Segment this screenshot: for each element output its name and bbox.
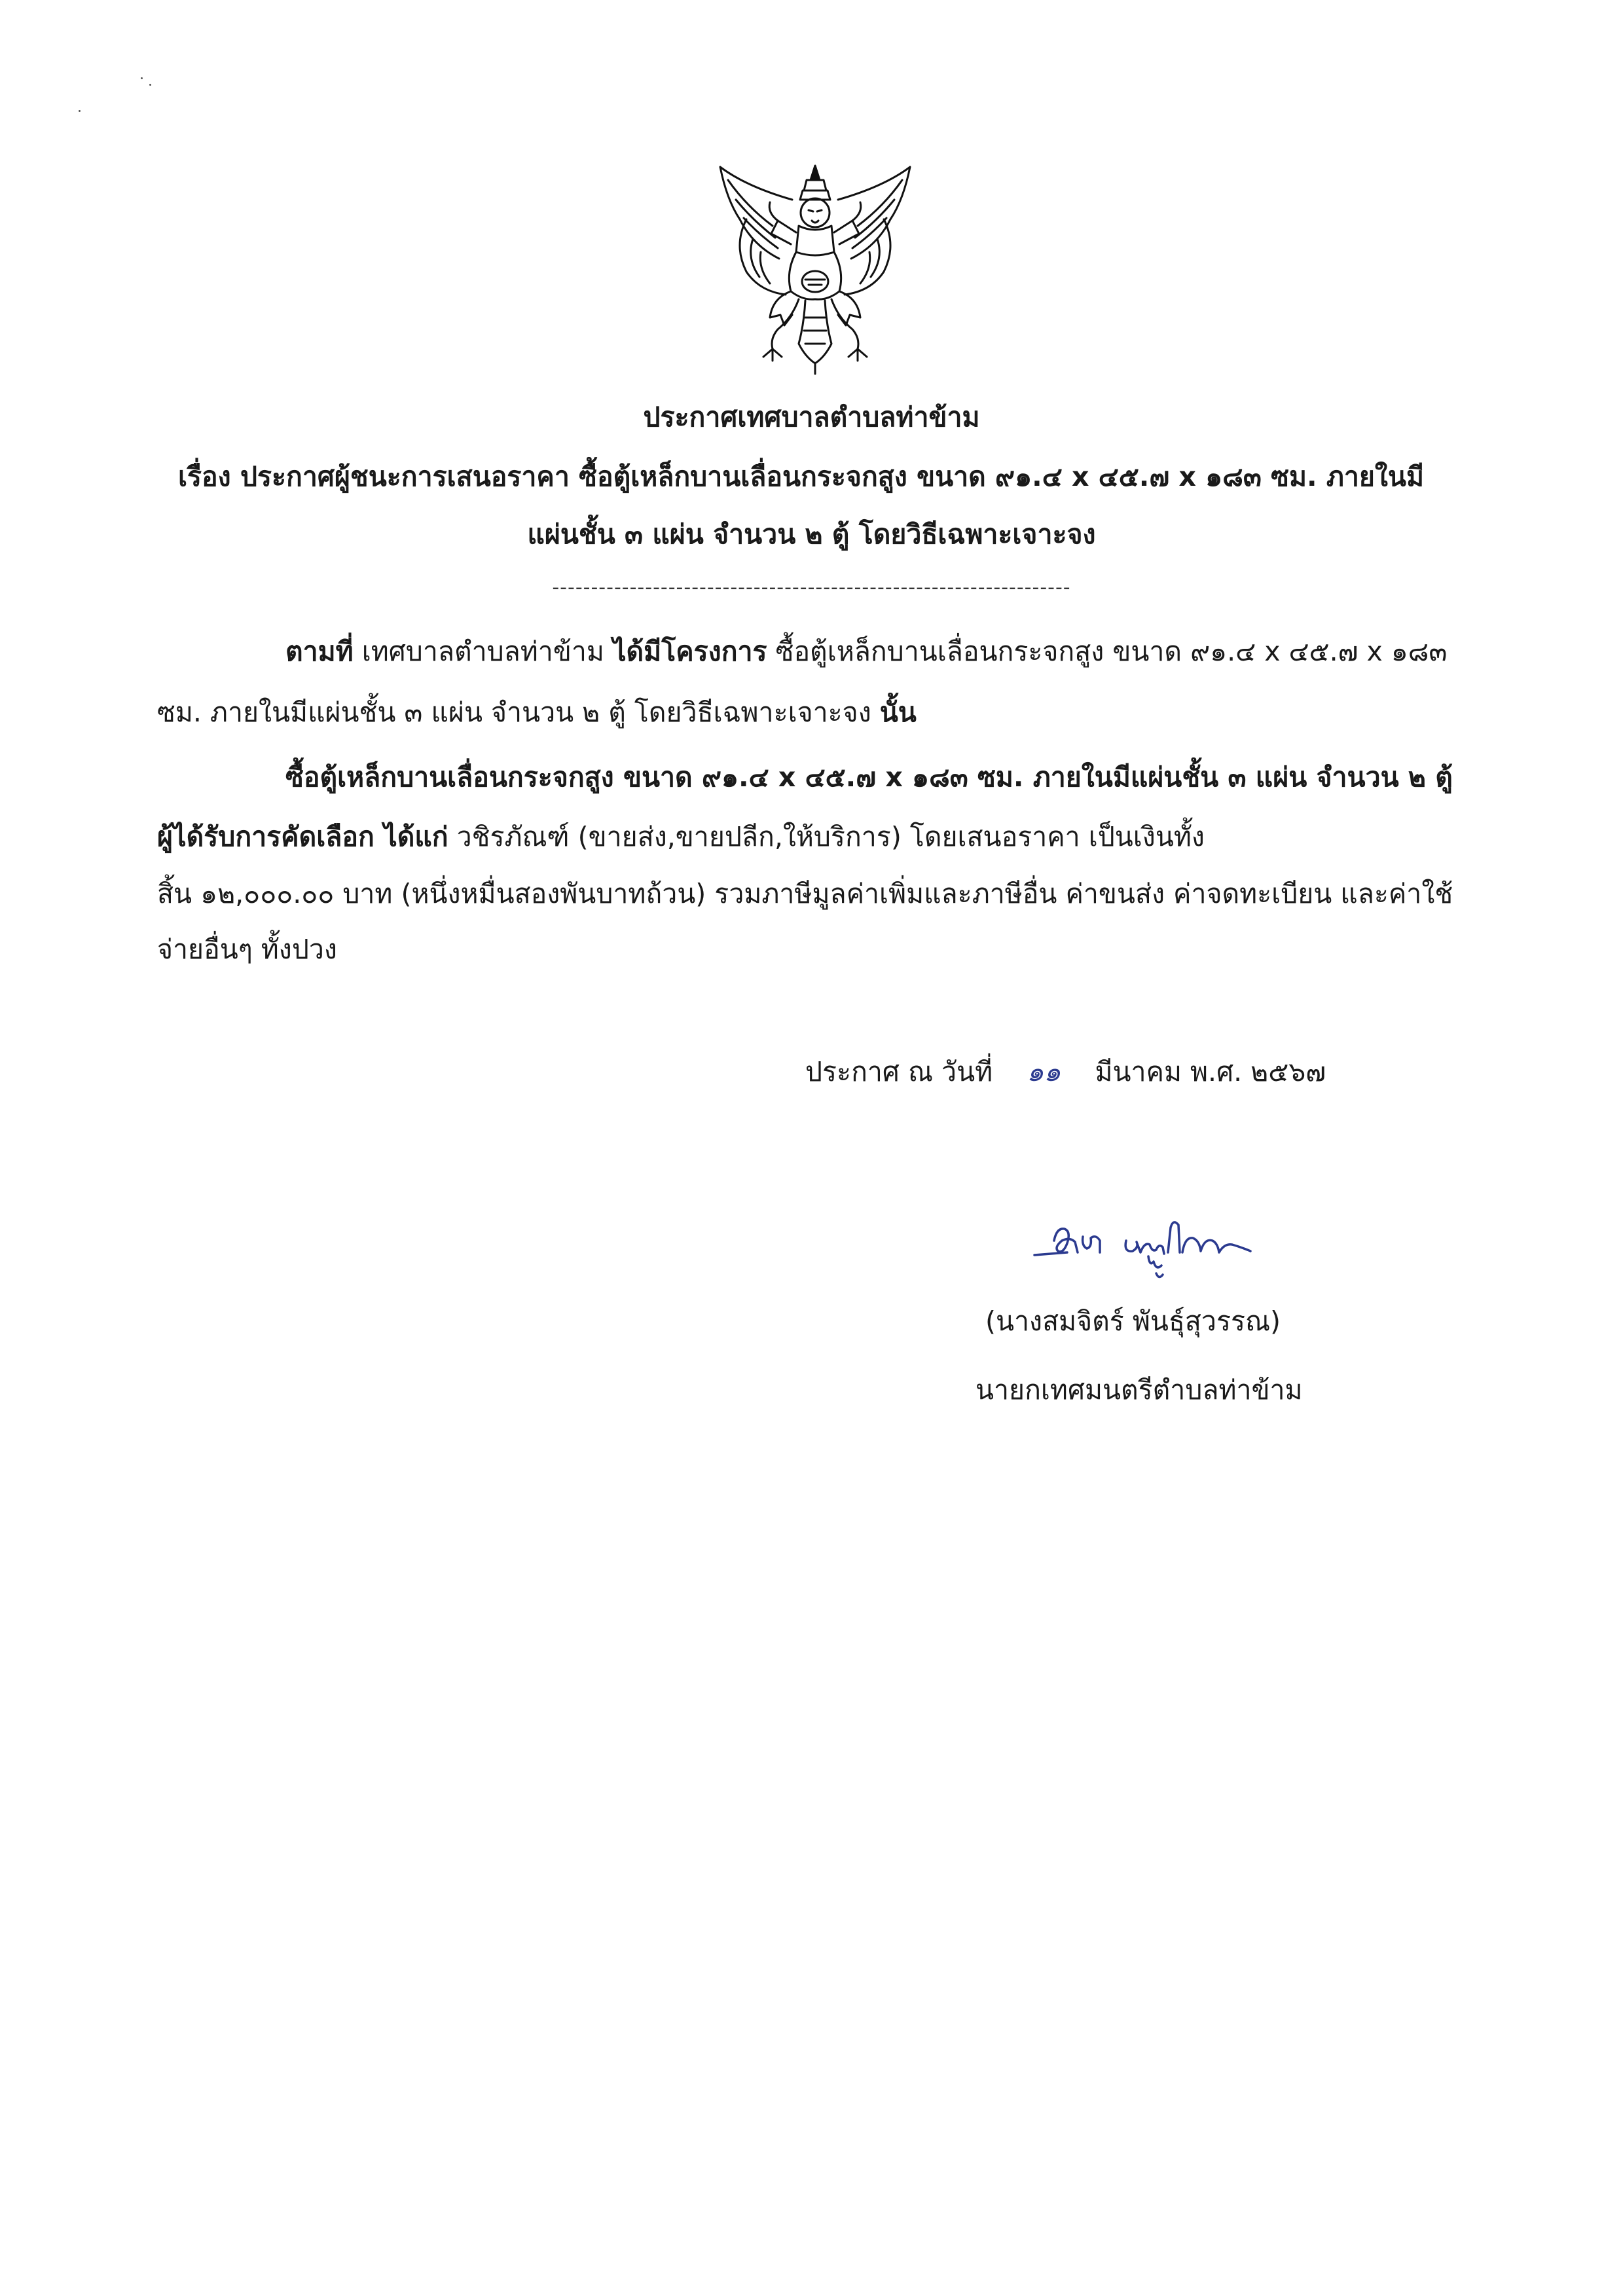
subject-line-1: เรื่อง ประกาศผู้ชนะการเสนอราคา ซื้อตู้เหล็กบานเลื่อนกระจกสูง ขนาด ๙๑.๔ x ๔๕.๗ x ๑๘๓ ซม. ภายในมี (178, 461, 1424, 492)
paragraph-2-line-4: จ่ายอื่นๆ ทั้งปวง (157, 934, 337, 965)
scan-speck (141, 77, 143, 79)
paragraph-2-line-3: สิ้น ๑๒,๐๐๐.๐๐ บาท (หนึ่งหมื่นสองพันบาทถ้วน) รวมภาษีมูลค่าเพิ่มและภาษีอื่น ค่าขนส่ง ค่าจดทะเบียน และค่าใช้ (157, 878, 1453, 909)
paragraph-2-line-2 (157, 817, 1205, 856)
handwritten-signature (1028, 1214, 1283, 1300)
paragraph-1-line-2-text: ซม. ภายในมีแผ่นชั้น ๓ แผ่น จำนวน ๒ ตู้ โดยวิธีเฉพาะเจาะจง (157, 697, 880, 728)
date-prefix: ประกาศ ณ วันที่ (805, 1056, 993, 1087)
divider: ------------------------------------------------------------------- (552, 576, 1071, 599)
document-title: ประกาศเทศบาลตำบลท่าข้าม (643, 401, 980, 433)
paragraph-2-winner-lead: ผู้ได้รับการคัดเลือก ได้แก่ (157, 821, 448, 852)
date-day-handwritten: ๑๑ (1027, 1056, 1061, 1087)
paragraph-1-org: เทศบาลตำบลท่าข้าม (353, 636, 613, 667)
scan-speck (79, 110, 81, 112)
paragraph-1-lead: ตามที่ (285, 636, 354, 667)
subject-line-2: แผ่นชั้น ๓ แผ่น จำนวน ๒ ตู้ โดยวิธีเฉพาะเจาะจง (527, 519, 1096, 550)
paragraph-1-end: นั้น (879, 697, 917, 728)
date-rest: มีนาคม พ.ศ. ๒๕๖๗ (1095, 1056, 1326, 1087)
scan-speck (149, 84, 151, 86)
paragraph-1-line-2 (157, 693, 917, 732)
signatory-name: (นางสมจิตร์ พันธุ์สุวรรณ) (985, 1305, 1281, 1337)
paragraph-1-has-project: ได้มีโครงการ (612, 636, 767, 667)
paragraph-2-winner-rest: วชิรภัณฑ์ (ขายส่ง,ขายปลีก,ให้บริการ) โดยเสนอราคา เป็นเงินทั้ง (448, 821, 1205, 852)
paragraph-2-line-1: ซื้อตู้เหล็กบานเลื่อนกระจกสูง ขนาด ๙๑.๔ x ๔๕.๗ x ๑๘๓ ซม. ภายในมีแผ่นชั้น ๓ แผ่น จำนวน ๒ ตู้ (285, 761, 1453, 793)
garuda-emblem-icon (707, 160, 923, 376)
signatory-position: นายกเทศมนตรีตำบลท่าข้าม (976, 1374, 1303, 1406)
paragraph-1-line-1 (285, 632, 1447, 671)
paragraph-1-rest: ซื้อตู้เหล็กบานเลื่อนกระจกสูง ขนาด ๙๑.๔ x ๔๕.๗ x ๑๘๓ (767, 636, 1448, 667)
announcement-date (805, 1052, 1326, 1091)
